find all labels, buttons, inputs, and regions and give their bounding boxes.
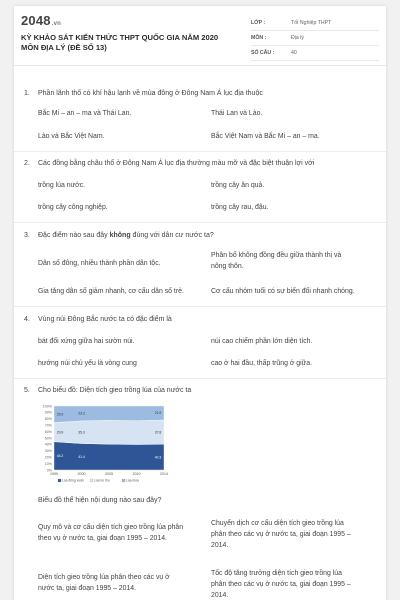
option-line: theo vụ ở nước ta, giai đoạn 1995 – 2014. (38, 535, 167, 542)
chart-ytick-label: 90% (44, 410, 52, 415)
option-line: nông thôn. (211, 263, 244, 270)
chart-ytick-label: 20% (44, 455, 52, 460)
question-3-stem (24, 230, 214, 241)
exam-header (14, 6, 386, 66)
option-line: Diện tích gieo trồng lúa phân theo các vụ ở (38, 574, 170, 581)
chart-ytick-label: 100% (42, 404, 52, 409)
question-5-option-b[interactable] (211, 518, 351, 551)
question-divider (14, 306, 386, 307)
chart-ytick-label: 30% (44, 449, 52, 454)
chart-data-label: 44.2 (56, 454, 64, 459)
chart-data-label: 40.3 (154, 455, 162, 460)
chart-legend-label: Lúa mùa (126, 478, 139, 483)
chart-ytick-label: 50% (44, 436, 52, 441)
question-2-stem (24, 158, 314, 169)
question-1-option-a[interactable]: Bắc Mi – an – ma và Thái Lan. (38, 110, 132, 117)
chart-xtick-label: 2010 (132, 472, 141, 476)
question-4-option-c[interactable]: hướng núi chủ yếu là vòng cung (38, 360, 137, 367)
question-number: 5. (24, 387, 30, 394)
chart-data-label: 35.3 (78, 430, 85, 435)
chart-data-label: 25.9 (56, 412, 64, 417)
question-4-option-d[interactable]: cao ở hai đầu, thấp trũng ở giữa. (211, 360, 312, 367)
chart-legend-swatch (58, 479, 61, 482)
logo-text: 2048 (21, 13, 51, 28)
chart-ytick-label: 0% (46, 468, 52, 473)
meta-key: LỚP : (251, 20, 266, 26)
option-line: 2014. (211, 592, 229, 599)
chart-legend-label: Lúa hè thu (94, 478, 110, 483)
question-text: Các đồng bằng châu thổ ở Đông Nam Á lục địa thường màu mỡ và đặc biệt thuận lợi với (38, 160, 315, 167)
chart-ytick-label: 80% (44, 417, 52, 422)
option-line: Tốc độ tăng trưởng diện tích gieo trồng lúa (211, 570, 342, 577)
question-4-option-a[interactable]: bát đối xứng giữa hai sườn núi. (38, 338, 135, 345)
question-text: Cho biểu đồ: Diện tích gieo trồng lúa của nước ta (38, 387, 192, 394)
chart-data-label: 23.3 (78, 411, 85, 416)
question-1-option-c[interactable]: Lào và Bắc Việt Nam. (38, 133, 105, 140)
chart-legend-swatch (122, 479, 125, 482)
meta-key: MÔN : (251, 35, 267, 41)
question-5-option-a[interactable] (38, 522, 183, 544)
question-4-option-b[interactable]: núi cao chiếm phần lớn diện tích. (211, 338, 313, 345)
exam-title (21, 33, 218, 53)
question-2-option-c[interactable]: trồng cây công nghiệp. (38, 204, 108, 211)
chart-ytick-label: 10% (44, 461, 52, 466)
chart-xtick-label: 2005 (105, 472, 113, 476)
exam-page (14, 6, 386, 600)
chart-xtick-label: 1995 (50, 472, 58, 476)
question-3-option-b[interactable] (211, 250, 341, 272)
chart-area-series-2 (54, 420, 164, 444)
question-number: 2. (24, 160, 30, 167)
chart-xtick-label: 2014 (160, 472, 168, 476)
option-line: Phân bố không đồng đều giữa thành thị và (211, 252, 342, 259)
question-number: 1. (24, 90, 30, 97)
question-3-option-d[interactable]: Cơ cấu nhóm tuổi có sự biến đổi nhanh chóng. (211, 288, 355, 295)
question-number: 3. (24, 232, 30, 239)
exam-title-line1: KỲ KHẢO SÁT KIẾN THỨC THPT QUỐC GIA NĂM 2020 (21, 33, 219, 42)
question-1-option-d[interactable]: Bắc Việt Nam và Bắc Mi – an – ma. (211, 133, 320, 140)
chart-ytick-label: 60% (44, 429, 52, 434)
chart-legend-swatch (90, 479, 93, 482)
question-divider (14, 378, 386, 379)
question-3-option-c[interactable]: Gia tăng dân số giảm nhanh, cơ cấu dân số trẻ. (38, 288, 184, 295)
option-line: phân theo các vụ ở nước ta, giai đoạn 1995 – (211, 531, 351, 538)
logo-suffix: .vn (51, 21, 62, 27)
meta-key: SỐ CÂU : (251, 50, 275, 56)
question-divider (14, 222, 386, 223)
meta-row-grade (251, 16, 379, 31)
question-2-option-b[interactable]: trồng cây ăn quả. (211, 182, 265, 189)
question-1-stem (24, 88, 263, 99)
chart-xtick-label: 2000 (77, 472, 86, 476)
meta-value: Tốt Nghiệp THPT (291, 20, 332, 26)
chart-svg (38, 402, 168, 486)
meta-value: Địa lý (291, 35, 304, 41)
question-4-stem (24, 314, 172, 325)
option-line: Quy mô và cơ cấu diện tích gieo trồng lúa phân (38, 524, 184, 531)
chart-data-label: 41.4 (78, 454, 85, 459)
exam-title-line2: MÔN ĐỊA LÝ (ĐỀ SỐ 13) (21, 43, 107, 52)
meta-row-subject (251, 31, 379, 46)
site-logo[interactable] (21, 13, 61, 28)
option-line: 2014. (211, 542, 229, 549)
question-number: 4. (24, 316, 30, 323)
question-5-option-d[interactable] (211, 568, 351, 600)
chart-ytick-label: 40% (44, 442, 52, 447)
chart-area-series-1 (54, 442, 164, 470)
question-text: đúng với dân cư nước ta? (130, 232, 214, 239)
chart-data-label: 21.9 (154, 411, 162, 416)
option-line: phân theo các vụ ở nước ta, giai đoạn 1995 – (211, 581, 351, 588)
question-emphasis: không (109, 232, 131, 239)
chart-data-label: 37.8 (154, 430, 162, 435)
question-1-option-b[interactable]: Thái Lan và Lào. (211, 110, 263, 117)
question-5-stem (24, 385, 191, 396)
chart-legend-label: Lúa đông xuân (62, 478, 84, 483)
question-3-option-a[interactable]: Dân số đông, nhiều thành phần dân tộc. (38, 260, 161, 267)
option-line: Chuyển dịch cơ cấu diện tích gieo trồng lúa (211, 520, 344, 527)
meta-value: 40 (291, 50, 297, 56)
question-divider (14, 151, 386, 152)
chart-data-label: 29.9 (56, 430, 64, 435)
exam-meta (251, 16, 379, 61)
chart-area-series-3 (54, 406, 164, 423)
question-text: Đặc điểm nào sau đây (38, 232, 110, 239)
option-line: nước ta, giai đoạn 1995 – 2014. (38, 585, 137, 592)
rice-area-chart (38, 402, 168, 486)
question-text: Phần lãnh thổ có khí hậu lạnh về mùa đông ở Đông Nam Á lục địa thuộc (38, 90, 263, 97)
question-2-option-a[interactable]: trồng lúa nước. (38, 182, 86, 189)
meta-row-count (251, 46, 379, 61)
question-5-sub-stem: Biểu đồ thể hiện nội dung nào sau đây? (38, 497, 162, 504)
question-2-option-d[interactable]: trồng cây rau, đậu. (211, 204, 269, 211)
question-text: Vùng núi Đông Bắc nước ta có đặc điểm là (38, 316, 172, 323)
question-5-option-c[interactable] (38, 572, 170, 594)
chart-ytick-label: 70% (44, 423, 52, 428)
